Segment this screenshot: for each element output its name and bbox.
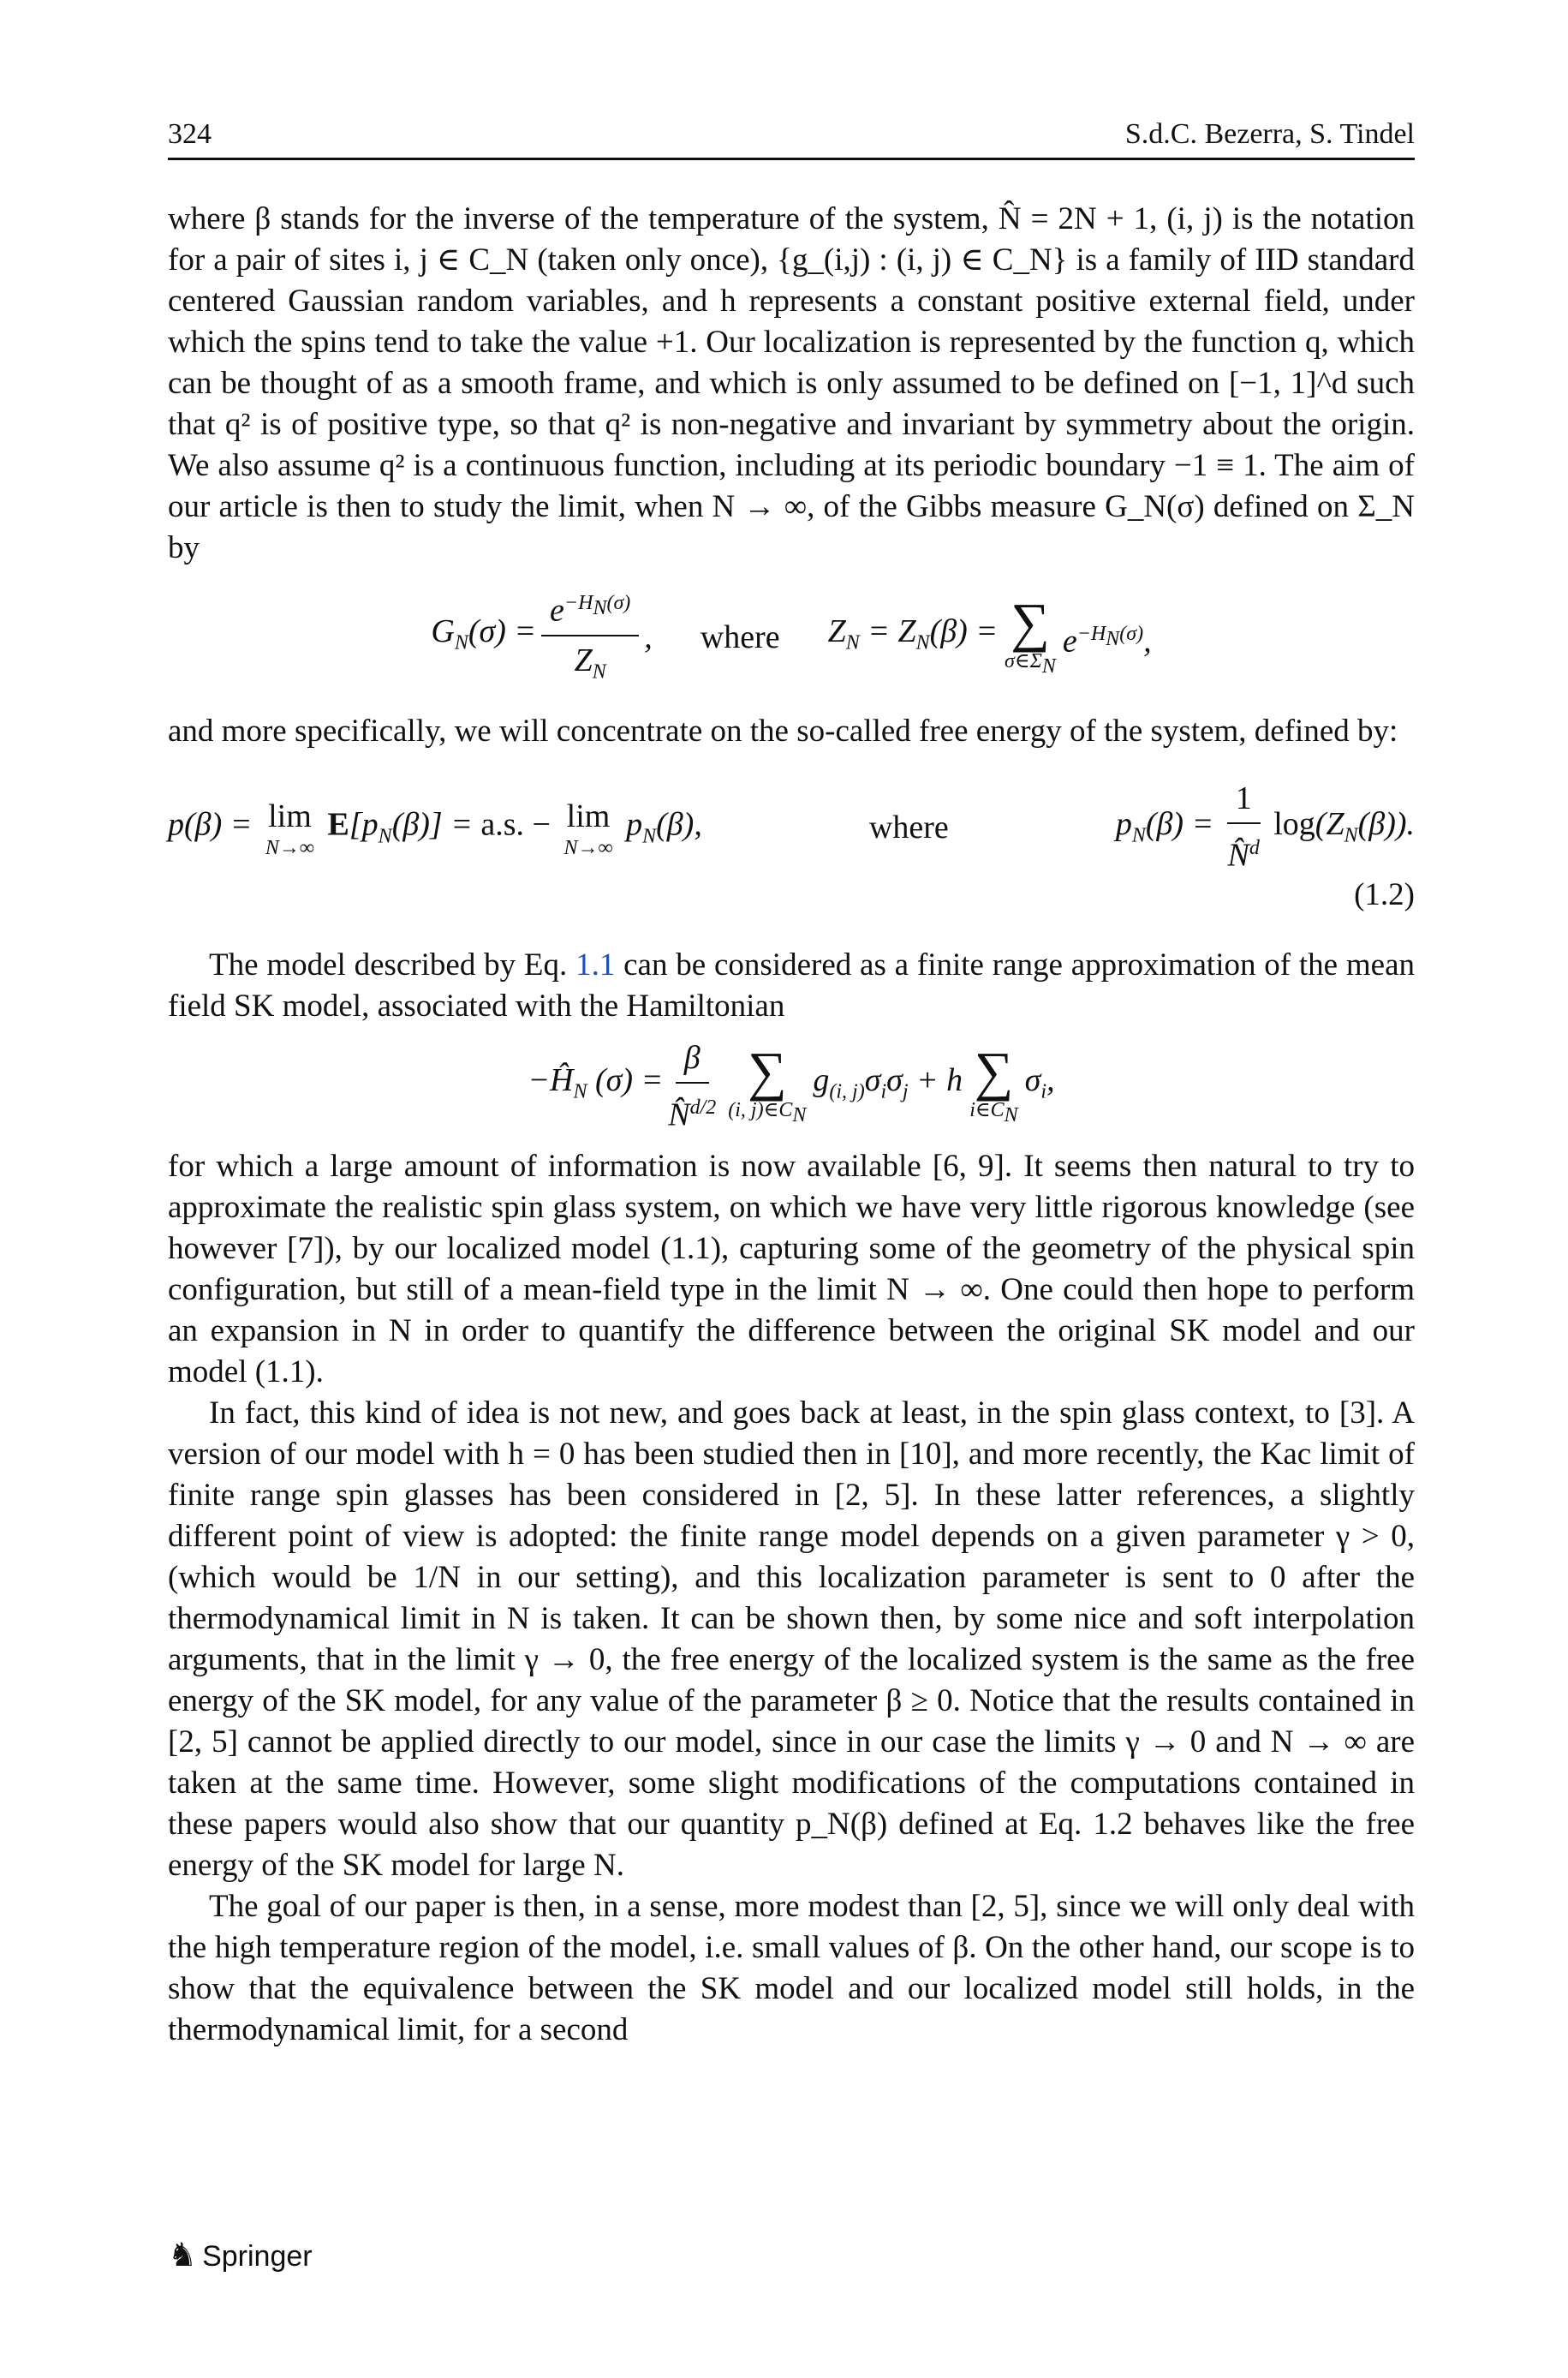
eq-ref-link[interactable]: 1.1 xyxy=(575,947,616,983)
running-head-authors: S.d.C. Bezerra, S. Tindel xyxy=(1124,118,1415,150)
equation-gibbs-measure: $G_N(\sigma)$ = $\frac{e^{-H_N(\sigma)}}{Z_N}$ , where $Z_N = Z_N(\beta)$ = ∑ $\sigma\in\Sigma_N$ $e^{-H_N(\sigma)}$, xyxy=(168,583,1415,692)
equation-where-label-2: where xyxy=(868,809,949,845)
paragraph-5: In fact, this kind of idea is not new, and goes back at least, in the spin glass context, to [3]. A version of our model with h = 0 has been studied then in [10], and more recently, the Kac limit of finite range spin glasses has been considered in [2, 5]. In these latter references, a slightly different point of view is adopted: the finite range model depends on a given parameter γ > 0, (which would be 1/N in our setting), and this localization parameter is sent to 0 after the thermodynamical limit in N is taken. It can be shown then, by some nice and soft interpolation arguments, that in the limit γ → 0, the free energy of the localized system is the same as the free energy of the SK model, for any value of the parameter β ≥ 0. Notice that the results contained in [2, 5] cannot be applied directly to our model, since in our case the limits γ → 0 and N → ∞ are taken at the same time. However, some slight modifications of the computations contained in these papers would also show that our quantity p_N(β) defined at Eq. 1.2 behaves like the free energy of the SK model for large N. xyxy=(168,1395,1415,1883)
equation-sk-hamiltonian: $-Ĥ_N$ (σ) = $\frac{\beta}{N̂^{d/2}}$ ∑ (i, $j)\in C_N$ $g_{(i, j)}\sigma_i\sigma_j + h$ ∑ $i\in C_N$ $\sigma_i$, xyxy=(168,1037,1415,1136)
publisher-footer xyxy=(168,2236,313,2274)
paragraph-2: and more specifically, we will concentrate on the so-called free energy of the system, defined by: xyxy=(168,714,1398,750)
paper-page xyxy=(168,0,1415,2378)
paragraph-6: The goal of our paper is then, in a sense, more modest than [2, 5], since we will only deal with the high temperature region of the model, i.e. small values of β. On the other hand, our scope is to show that the equivalence between the SK model and our localized model still holds, in the thermodynamical limit, for a second xyxy=(168,1888,1415,2047)
paragraph-3: The model described by Eq. 1.1 can be considered as a finite range approximation of the mean field SK model, associated with the Hamiltonian xyxy=(168,947,1416,1024)
article-body xyxy=(168,199,1415,2051)
equation-where-label: where xyxy=(700,619,780,656)
publisher-name: Springer xyxy=(202,2240,313,2273)
springer-horse-icon: ♞ xyxy=(168,2238,198,2273)
equation-free-energy: p(β) = lim N→∞ $E[p_N(\beta)] = a.s$. − lim N→∞ $p_N(\beta)$, where $p_N(\beta)$ = $\frac{1}{N̂^d}$ $\log(Z_N(\beta))$. xyxy=(168,778,1415,876)
equation-number: (1.2) xyxy=(1354,876,1415,912)
running-header xyxy=(168,113,1415,160)
paragraph-1: where β stands for the inverse of the temperature of the system, N̂ = 2N + 1, (i, j) is the notation for a pair of sites i, j ∈ C_N (taken only once), {g_(i,j) : (i, j) ∈ C_N} is a family of IID standard centered Gaussian random variables, and h represents a constant positive external field, under which the spins tend to take the value +1. Our localization is represented by the function q, which can be thought of as a smooth frame, and which is only assumed to be defined on [−1, 1]^d such that q² is of positive type, so that q² is non-negative and invariant by symmetry about the origin. We also assume q² is a continuous function, including at its periodic boundary −1 ≡ 1. The aim of our article is then to study the limit, when N → ∞, of the Gibbs measure G_N(σ) defined on Σ_N by xyxy=(168,201,1415,565)
page-number: 324 xyxy=(168,118,212,150)
paragraph-4: for which a large amount of information is now available [6, 9]. It seems then natural to try to approximate the realistic spin glass system, on which we have very little rigorous knowledge (see however [7]), by our localized model (1.1), capturing some of the geometry of the physical spin configuration, but still of a mean-field type in the limit N → ∞. One could then hope to perform an expansion in N in order to quantify the difference between the original SK model and our model (1.1). xyxy=(168,1148,1415,1389)
